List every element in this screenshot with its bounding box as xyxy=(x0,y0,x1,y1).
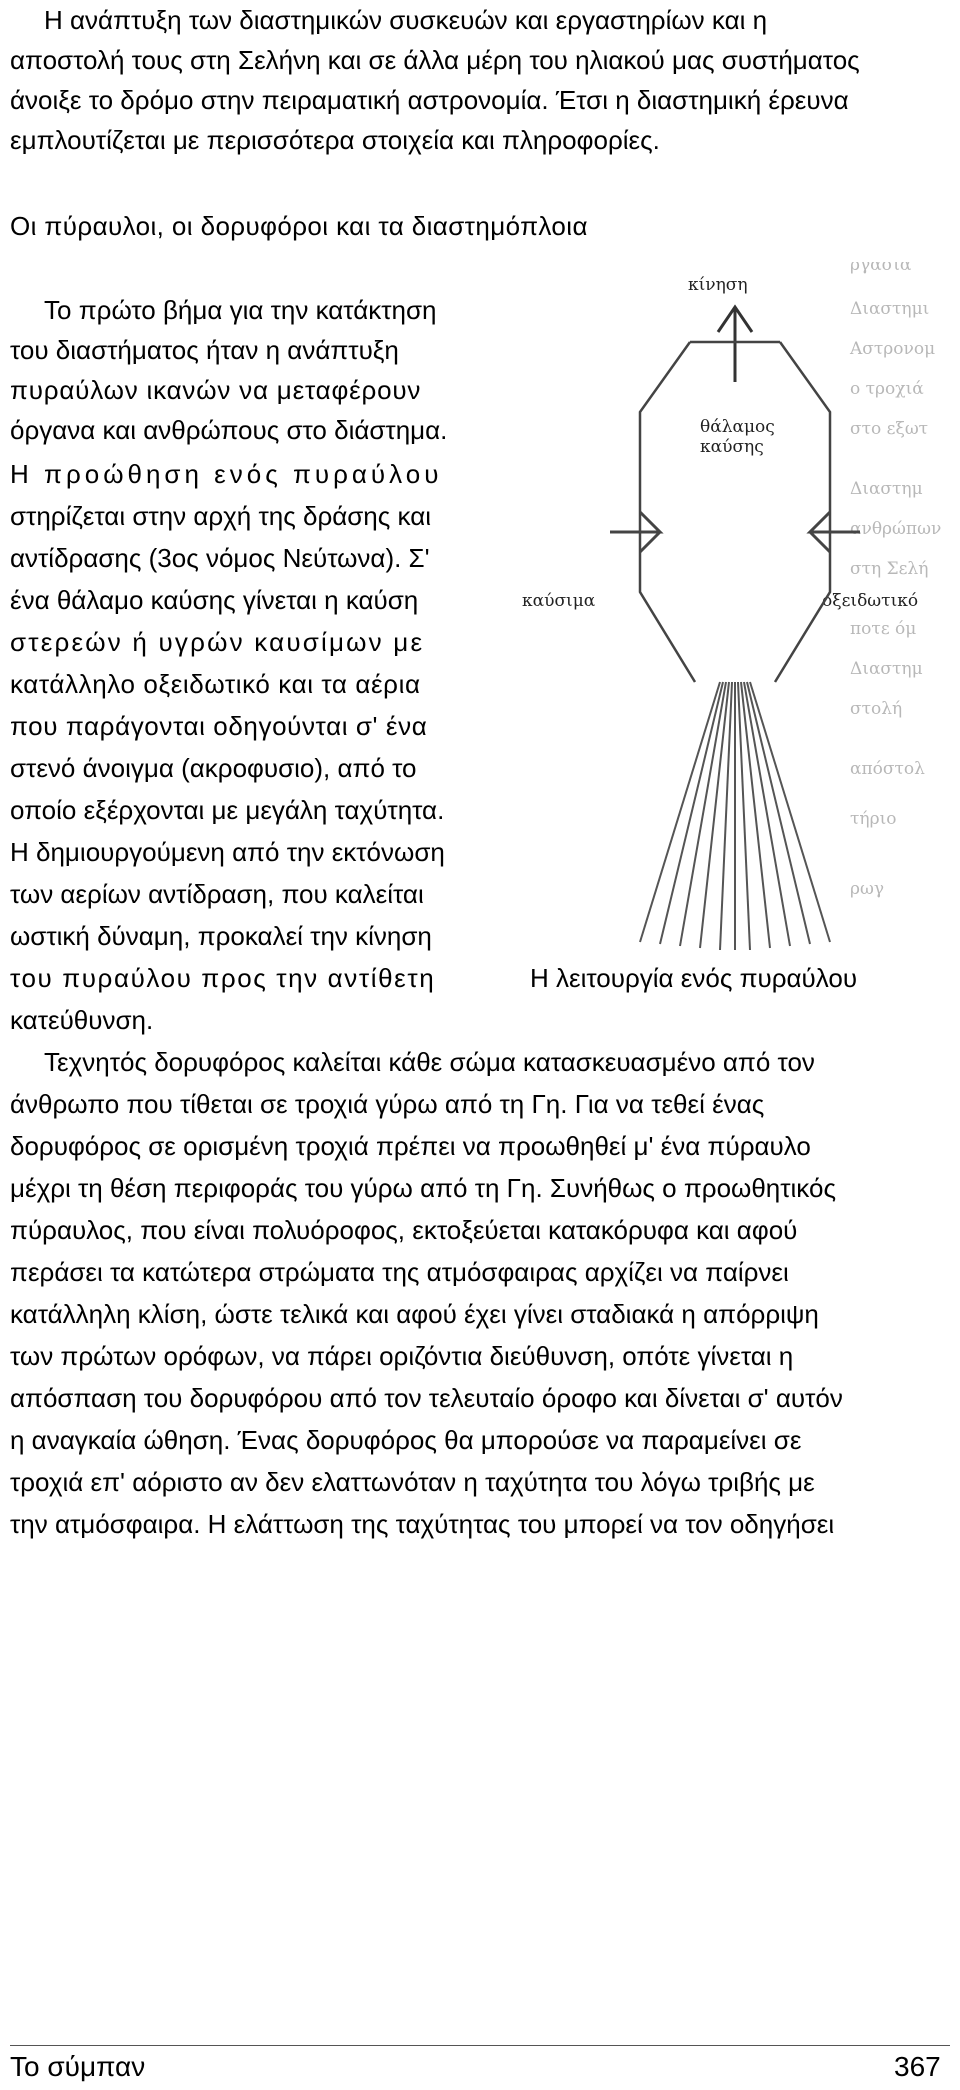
body-line: πύραυλος, που είναι πολυόροφος, εκτοξεύεται κατακόρυφα και αφού xyxy=(10,1215,798,1245)
svg-text:ποτε όμ: ποτε όμ xyxy=(850,619,917,639)
column-line: ένα θάλαμο καύσης γίνεται η καύση xyxy=(10,585,419,615)
svg-text:ργασία: ργασία xyxy=(850,262,912,275)
label-motion: κίνηση xyxy=(688,275,748,295)
section-title: Οι πύραυλοι, οι δορυφόροι και τα διαστημόπλοια xyxy=(10,211,588,241)
body-line: τροχιά επ' αόριστο αν δεν ελαττωνόταν η ταχύτητα του λόγω τριβής με xyxy=(10,1467,815,1497)
svg-text:τήριο: τήριο xyxy=(850,809,897,829)
column-line: Η δημιουργούμενη από την εκτόνωση xyxy=(10,837,445,867)
label-chamber-2: καύσης xyxy=(700,437,764,457)
column-line: κατεύθυνση. xyxy=(10,1005,154,1035)
svg-text:Διαστημ: Διαστημ xyxy=(850,659,923,679)
intro-line: αποστολή τους στη Σελήνη και σε άλλα μέρη του ηλιακού μας συστήματος xyxy=(10,45,860,75)
intro-line: άνοιξε το δρόμο στην πειραματική αστρονομία. Έτσι η διαστημική έρευνα xyxy=(10,85,849,115)
column-line: Η προώθηση ενός πυραύλου xyxy=(10,459,443,489)
svg-text:ο τροχιά: ο τροχιά xyxy=(850,379,924,399)
intro-line: Η ανάπτυξη των διαστημικών συσκευών και εργαστηρίων και η xyxy=(44,5,768,35)
column-line: στηρίζεται στην αρχή της δράσης και xyxy=(10,501,432,531)
svg-text:Διαστημι: Διαστημι xyxy=(850,299,930,319)
label-oxidizer: οξειδωτικό xyxy=(822,591,919,611)
column-line: στερεών ή υγρών καυσίμων με xyxy=(10,627,425,657)
column-line: κατάλληλο οξειδωτικό και τα αέρια xyxy=(10,669,421,699)
column-line: οποίο εξέρχονται με μεγάλη ταχύτητα. xyxy=(10,795,445,825)
svg-text:Διαστημ: Διαστημ xyxy=(850,479,923,499)
body-line: άνθρωπο που τίθεται σε τροχιά γύρω από τη Γη. Για να τεθεί ένας xyxy=(10,1089,765,1119)
background-bleed-text xyxy=(849,262,941,899)
svg-text:στο εξωτ: στο εξωτ xyxy=(850,419,929,439)
rocket-diagram xyxy=(520,262,950,952)
page-number: 367 xyxy=(894,2051,941,2082)
column-line: που παράγονται οδηγούνται σ' ένα xyxy=(10,711,428,741)
column-line: ωστική δύναμη, προκαλεί την κίνηση xyxy=(10,921,432,951)
svg-text:Αστρονομ: Αστρονομ xyxy=(850,339,936,359)
column-line: πυραύλων ικανών να μεταφέρουν xyxy=(10,375,422,405)
label-chamber-1: θάλαμος xyxy=(700,417,775,437)
body-line: μέχρι τη θέση περιφοράς του γύρω από τη Γη. Συνήθως ο προωθητικός xyxy=(10,1173,836,1203)
footer-rule xyxy=(10,2045,950,2046)
body-line: κατάλληλη κλίση, ώστε τελικά και αφού έχει γίνει σταδιακά η απόρριψη xyxy=(10,1299,819,1329)
svg-text:στολή: στολή xyxy=(850,699,903,719)
body-line: την ατμόσφαιρα. Η ελάττωση της ταχύτητας του μπορεί να τον οδηγήσει xyxy=(10,1509,835,1539)
body-line: απόσπαση του δορυφόρου από τον τελευταίο όροφο και δίνεται σ' αυτόν xyxy=(10,1383,843,1413)
figure-caption: Η λειτουργία ενός πυραύλου xyxy=(530,963,858,993)
footer-title: Το σύμπαν xyxy=(10,2051,146,2082)
body-line: δορυφόρος σε ορισμένη τροχιά πρέπει να προωθηθεί μ' ένα πύραυλο xyxy=(10,1131,811,1161)
body-line: περάσει τα κατώτερα στρώματα της ατμόσφαιρας αρχίζει να παίρνει xyxy=(10,1257,789,1287)
svg-text:στη Σελή: στη Σελή xyxy=(850,559,929,579)
body-line: η αναγκαία ώθηση. Ένας δορυφόρος θα μπορούσε να παραμείνει σε xyxy=(10,1425,802,1455)
svg-text:ανθρώπων: ανθρώπων xyxy=(850,519,942,539)
svg-text:ρωγ: ρωγ xyxy=(850,879,885,899)
svg-text:απόστολ: απόστολ xyxy=(850,759,925,779)
column-line: Το πρώτο βήμα για την κατάκτηση xyxy=(44,295,437,325)
column-line: αντίδρασης (3ος νόμος Νεύτωνα). Σ' xyxy=(10,543,430,573)
column-line: του διαστήματος ήταν η ανάπτυξη xyxy=(10,335,399,365)
column-line: των αερίων αντίδραση, που καλείται xyxy=(10,879,424,909)
column-line: στενό άνοιγμα (ακροφυσιο), από το xyxy=(10,753,417,783)
body-line: των πρώτων ορόφων, να πάρει οριζόντια διεύθυνση, οπότε γίνεται η xyxy=(10,1341,794,1371)
rocket-body xyxy=(640,342,830,682)
exhaust-jets xyxy=(640,682,830,950)
up-arrow-icon xyxy=(718,307,752,382)
body-line: Τεχνητός δορυφόρος καλείται κάθε σώμα κατασκευασμένο από τον xyxy=(44,1047,815,1077)
label-fuel: καύσιμα xyxy=(522,591,596,611)
intro-line: εμπλουτίζεται με περισσότερα στοιχεία και πληροφορίες. xyxy=(10,125,660,155)
column-line: όργανα και ανθρώπους στο διάστημα. xyxy=(10,415,448,445)
inlet-arrows-icon xyxy=(610,512,860,552)
column-line: του πυραύλου προς την αντίθετη xyxy=(10,963,436,993)
